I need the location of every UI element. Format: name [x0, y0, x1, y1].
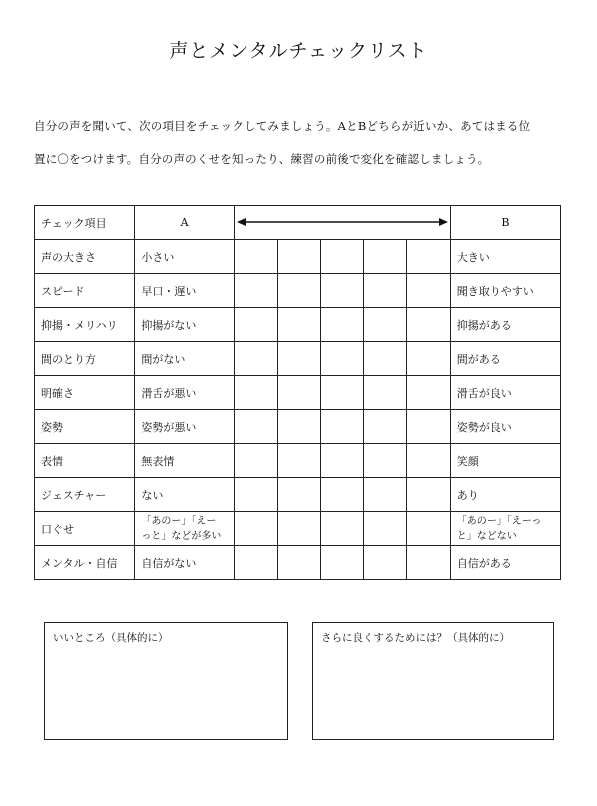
- scale-cell[interactable]: [277, 274, 320, 308]
- table-row: [35, 308, 561, 342]
- table-row: [35, 478, 561, 512]
- table-row: [35, 444, 561, 478]
- scale-cell[interactable]: [407, 410, 450, 444]
- scale-cell[interactable]: [234, 342, 277, 376]
- scale-cell[interactable]: [234, 478, 277, 512]
- row-a: 小さい: [135, 240, 234, 274]
- good-points-label: いいところ（具体的に）: [53, 632, 169, 644]
- scale-cell[interactable]: [364, 512, 407, 546]
- row-b: 大きい: [450, 240, 560, 274]
- row-a: 抑揚がない: [135, 308, 234, 342]
- intro-line-2: 置に〇をつけます。自分の声のくせを知ったり、練習の前後で変化を確認しましょう。: [34, 152, 490, 166]
- scale-cell[interactable]: [234, 274, 277, 308]
- scale-cell[interactable]: [364, 376, 407, 410]
- row-b: 聞き取りやすい: [450, 274, 560, 308]
- scale-cell[interactable]: [321, 342, 364, 376]
- scale-cell[interactable]: [277, 546, 320, 580]
- row-b: 自信がある: [450, 546, 560, 580]
- double-arrow-icon: [235, 206, 450, 239]
- scale-cell[interactable]: [277, 308, 320, 342]
- scale-cell[interactable]: [321, 410, 364, 444]
- scale-cell[interactable]: [234, 546, 277, 580]
- scale-cell[interactable]: [364, 410, 407, 444]
- intro-line-1: 自分の声を聞いて、次の項目をチェックしてみましょう。AとBどちらが近いか、あてはまる位: [34, 119, 531, 133]
- row-b: あり: [450, 478, 560, 512]
- scale-cell[interactable]: [321, 308, 364, 342]
- row-b: 間がある: [450, 342, 560, 376]
- scale-cell[interactable]: [277, 410, 320, 444]
- intro-text: [34, 110, 574, 176]
- scale-cell[interactable]: [234, 240, 277, 274]
- scale-cell[interactable]: [234, 444, 277, 478]
- row-b: [450, 512, 560, 546]
- scale-cell[interactable]: [234, 410, 277, 444]
- scale-cell[interactable]: [364, 240, 407, 274]
- scale-cell[interactable]: [364, 478, 407, 512]
- header-a: A: [135, 206, 234, 240]
- checklist-table: [34, 205, 561, 580]
- scale-cell[interactable]: [407, 546, 450, 580]
- scale-cell[interactable]: [321, 240, 364, 274]
- scale-cell[interactable]: [321, 546, 364, 580]
- row-item: 声の大きさ: [35, 240, 135, 274]
- row-item: メンタル・自信: [35, 546, 135, 580]
- row-b-line-2: と」などない: [456, 530, 517, 542]
- row-a-line-1: 「あのー」「えー: [141, 515, 217, 527]
- scale-cell[interactable]: [407, 308, 450, 342]
- row-item: 抑揚・メリハリ: [35, 308, 135, 342]
- improvement-label: さらに良くするためには？（具体的に）: [321, 632, 510, 644]
- row-item: 明確さ: [35, 376, 135, 410]
- row-b-line-1: 「あのー」「えーっ: [456, 515, 542, 527]
- scale-cell[interactable]: [407, 512, 450, 546]
- scale-cell[interactable]: [321, 444, 364, 478]
- scale-cell[interactable]: [407, 444, 450, 478]
- row-a: 自信がない: [135, 546, 234, 580]
- row-item: ジェスチャー: [35, 478, 135, 512]
- table-row: [35, 376, 561, 410]
- scale-cell[interactable]: [321, 512, 364, 546]
- scale-cell[interactable]: [407, 240, 450, 274]
- row-b: 抑揚がある: [450, 308, 560, 342]
- table-row: [35, 240, 561, 274]
- table-row: [35, 274, 561, 308]
- scale-cell[interactable]: [407, 376, 450, 410]
- row-a: 間がない: [135, 342, 234, 376]
- scale-cell[interactable]: [321, 376, 364, 410]
- scale-cell[interactable]: [277, 444, 320, 478]
- scale-cell[interactable]: [364, 444, 407, 478]
- scale-cell[interactable]: [277, 376, 320, 410]
- scale-cell[interactable]: [277, 512, 320, 546]
- scale-cell[interactable]: [407, 274, 450, 308]
- row-a: [135, 512, 234, 546]
- row-b: 滑舌が良い: [450, 376, 560, 410]
- scale-cell[interactable]: [321, 478, 364, 512]
- good-points-box[interactable]: [44, 622, 288, 740]
- header-b: B: [450, 206, 560, 240]
- row-a: 姿勢が悪い: [135, 410, 234, 444]
- scale-cell[interactable]: [407, 478, 450, 512]
- scale-cell[interactable]: [321, 274, 364, 308]
- scale-cell[interactable]: [277, 240, 320, 274]
- row-item: スピード: [35, 274, 135, 308]
- row-a: ない: [135, 478, 234, 512]
- row-item: 口ぐせ: [35, 512, 135, 546]
- scale-cell[interactable]: [234, 512, 277, 546]
- scale-cell[interactable]: [364, 342, 407, 376]
- row-a-line-2: っと」などが多い: [141, 530, 222, 542]
- scale-arrow: [234, 206, 450, 240]
- scale-cell[interactable]: [407, 342, 450, 376]
- scale-cell[interactable]: [364, 546, 407, 580]
- row-b: 姿勢が良い: [450, 410, 560, 444]
- scale-cell[interactable]: [364, 308, 407, 342]
- page-title: 声とメンタルチェックリスト: [169, 40, 428, 62]
- table-row: [35, 410, 561, 444]
- row-item: 間のとり方: [35, 342, 135, 376]
- row-b: 笑顔: [450, 444, 560, 478]
- scale-cell[interactable]: [277, 342, 320, 376]
- row-item: 姿勢: [35, 410, 135, 444]
- table-row: [35, 546, 561, 580]
- header-item: チェック項目: [35, 206, 135, 240]
- row-item: 表情: [35, 444, 135, 478]
- improvement-box[interactable]: [312, 622, 554, 740]
- table-header-row: [35, 206, 561, 240]
- row-a: 滑舌が悪い: [135, 376, 234, 410]
- scale-cell[interactable]: [277, 478, 320, 512]
- scale-cell[interactable]: [234, 308, 277, 342]
- row-a: 無表情: [135, 444, 234, 478]
- table-row: [35, 342, 561, 376]
- row-a: 早口・遅い: [135, 274, 234, 308]
- table-row: [35, 512, 561, 546]
- scale-cell[interactable]: [234, 376, 277, 410]
- scale-cell[interactable]: [364, 274, 407, 308]
